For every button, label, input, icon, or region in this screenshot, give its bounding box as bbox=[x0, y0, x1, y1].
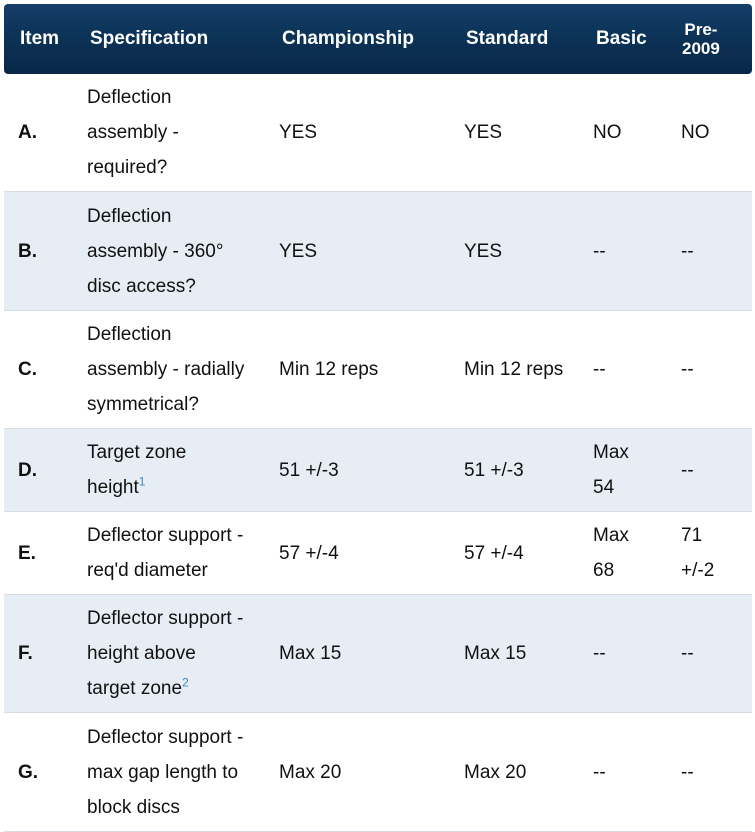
row-specification bbox=[87, 512, 267, 594]
specification-line: assembly - 360° bbox=[87, 240, 224, 262]
specification-line: Deflection bbox=[87, 87, 172, 108]
pre2009-value-line: -- bbox=[681, 359, 694, 380]
row-specification bbox=[87, 192, 267, 310]
row-specification bbox=[87, 74, 267, 191]
specification-line: height bbox=[87, 477, 139, 498]
specification-line: disc access? bbox=[87, 275, 196, 297]
row-pre2009-value bbox=[681, 74, 751, 191]
pre2009-value-line: -- bbox=[681, 459, 694, 481]
table-header bbox=[4, 4, 752, 74]
row-standard-value: YES bbox=[464, 122, 503, 143]
table-row bbox=[4, 74, 752, 192]
specification-line: block discs bbox=[87, 796, 180, 818]
header-specification: Specification bbox=[90, 28, 209, 49]
row-championship-value: YES bbox=[279, 240, 318, 262]
header-standard: Standard bbox=[466, 28, 549, 49]
row-specification bbox=[87, 713, 267, 831]
row-championship-value: Min 12 reps bbox=[279, 359, 379, 380]
row-standard-value: 51 +/-3 bbox=[464, 459, 524, 481]
specification-line: Deflector support - bbox=[87, 525, 244, 546]
header-pre2009 bbox=[682, 4, 734, 74]
row-pre2009-value bbox=[681, 311, 751, 428]
row-item-label: B. bbox=[18, 240, 37, 262]
specification-line: height above bbox=[87, 643, 196, 664]
footnote-link[interactable]: 2 bbox=[182, 675, 189, 690]
row-standard-value: Max 15 bbox=[464, 643, 527, 664]
pre2009-value-line: NO bbox=[681, 122, 710, 143]
specification-line: symmetrical? bbox=[87, 394, 199, 415]
header-championship: Championship bbox=[282, 28, 414, 49]
specification-line: req'd diameter bbox=[87, 560, 208, 581]
specification-line: Deflector support - bbox=[87, 608, 244, 629]
basic-value-line: -- bbox=[593, 359, 606, 380]
pre2009-value-line: -- bbox=[681, 643, 694, 664]
specification-line-wrap bbox=[87, 470, 186, 505]
row-item-label: E. bbox=[18, 542, 36, 564]
row-basic-value bbox=[593, 192, 673, 310]
specification-line-wrap bbox=[87, 671, 243, 706]
row-item-label: A. bbox=[18, 122, 37, 143]
header-pre2009-line1: Pre- bbox=[684, 20, 718, 39]
specification-line: assembly - radially bbox=[87, 359, 245, 380]
basic-value-line: -- bbox=[593, 240, 606, 262]
basic-value-line: NO bbox=[593, 122, 622, 143]
table-row bbox=[4, 429, 752, 512]
row-basic-value bbox=[593, 311, 673, 428]
pre2009-value-line: -- bbox=[681, 761, 694, 783]
row-basic-value bbox=[593, 713, 673, 831]
pre2009-value-line: -- bbox=[681, 240, 694, 262]
row-championship-value: 51 +/-3 bbox=[279, 459, 339, 481]
header-basic: Basic bbox=[596, 28, 647, 49]
specification-line: assembly - bbox=[87, 122, 179, 143]
row-item-label: F. bbox=[18, 643, 33, 664]
row-pre2009-value bbox=[681, 595, 751, 712]
table-row bbox=[4, 713, 752, 832]
row-standard-value: YES bbox=[464, 240, 503, 262]
row-basic-value bbox=[593, 595, 673, 712]
pre2009-value-line: 71 bbox=[681, 525, 703, 546]
pre2009-value-line: +/-2 bbox=[681, 560, 715, 581]
table-row bbox=[4, 512, 752, 595]
row-championship-value: Max 20 bbox=[279, 761, 342, 783]
row-championship-value: YES bbox=[279, 122, 318, 143]
footnote-link[interactable]: 1 bbox=[138, 474, 146, 489]
row-basic-value bbox=[593, 429, 673, 511]
row-item-label: C. bbox=[18, 359, 37, 380]
specification-line: required? bbox=[87, 157, 168, 178]
specification-line: Target zone bbox=[87, 442, 187, 463]
row-specification bbox=[87, 429, 267, 511]
table-row bbox=[4, 311, 752, 429]
row-item-label: D. bbox=[18, 459, 37, 481]
basic-value-line: 54 bbox=[593, 477, 615, 498]
row-specification bbox=[87, 595, 267, 712]
row-championship-value: 57 +/-4 bbox=[279, 542, 339, 564]
specification-line: max gap length to bbox=[87, 761, 239, 783]
specification-line: Deflector support - bbox=[87, 726, 244, 748]
row-standard-value: Max 20 bbox=[464, 761, 527, 783]
basic-value-line: 68 bbox=[593, 560, 615, 581]
specification-line: Deflection bbox=[87, 324, 172, 345]
basic-value-line: Max bbox=[593, 525, 629, 546]
row-specification bbox=[87, 311, 267, 428]
header-pre2009-line2: 2009 bbox=[682, 39, 720, 58]
row-basic-value bbox=[593, 512, 673, 594]
basic-value-line: -- bbox=[593, 761, 606, 783]
row-standard-value: Min 12 reps bbox=[464, 359, 564, 380]
table-row bbox=[4, 595, 752, 713]
row-pre2009-value bbox=[681, 512, 751, 594]
specification-line: target zone bbox=[87, 678, 183, 699]
row-standard-value: 57 +/-4 bbox=[464, 542, 524, 564]
header-item: Item bbox=[20, 28, 60, 49]
table-row bbox=[4, 192, 752, 311]
row-pre2009-value bbox=[681, 192, 751, 310]
row-championship-value: Max 15 bbox=[279, 643, 342, 664]
row-pre2009-value bbox=[681, 429, 751, 511]
row-basic-value bbox=[593, 74, 673, 191]
row-pre2009-value bbox=[681, 713, 751, 831]
basic-value-line: -- bbox=[593, 643, 606, 664]
specification-line: Deflection bbox=[87, 205, 172, 227]
row-item-label: G. bbox=[18, 761, 39, 783]
basic-value-line: Max bbox=[593, 442, 629, 463]
